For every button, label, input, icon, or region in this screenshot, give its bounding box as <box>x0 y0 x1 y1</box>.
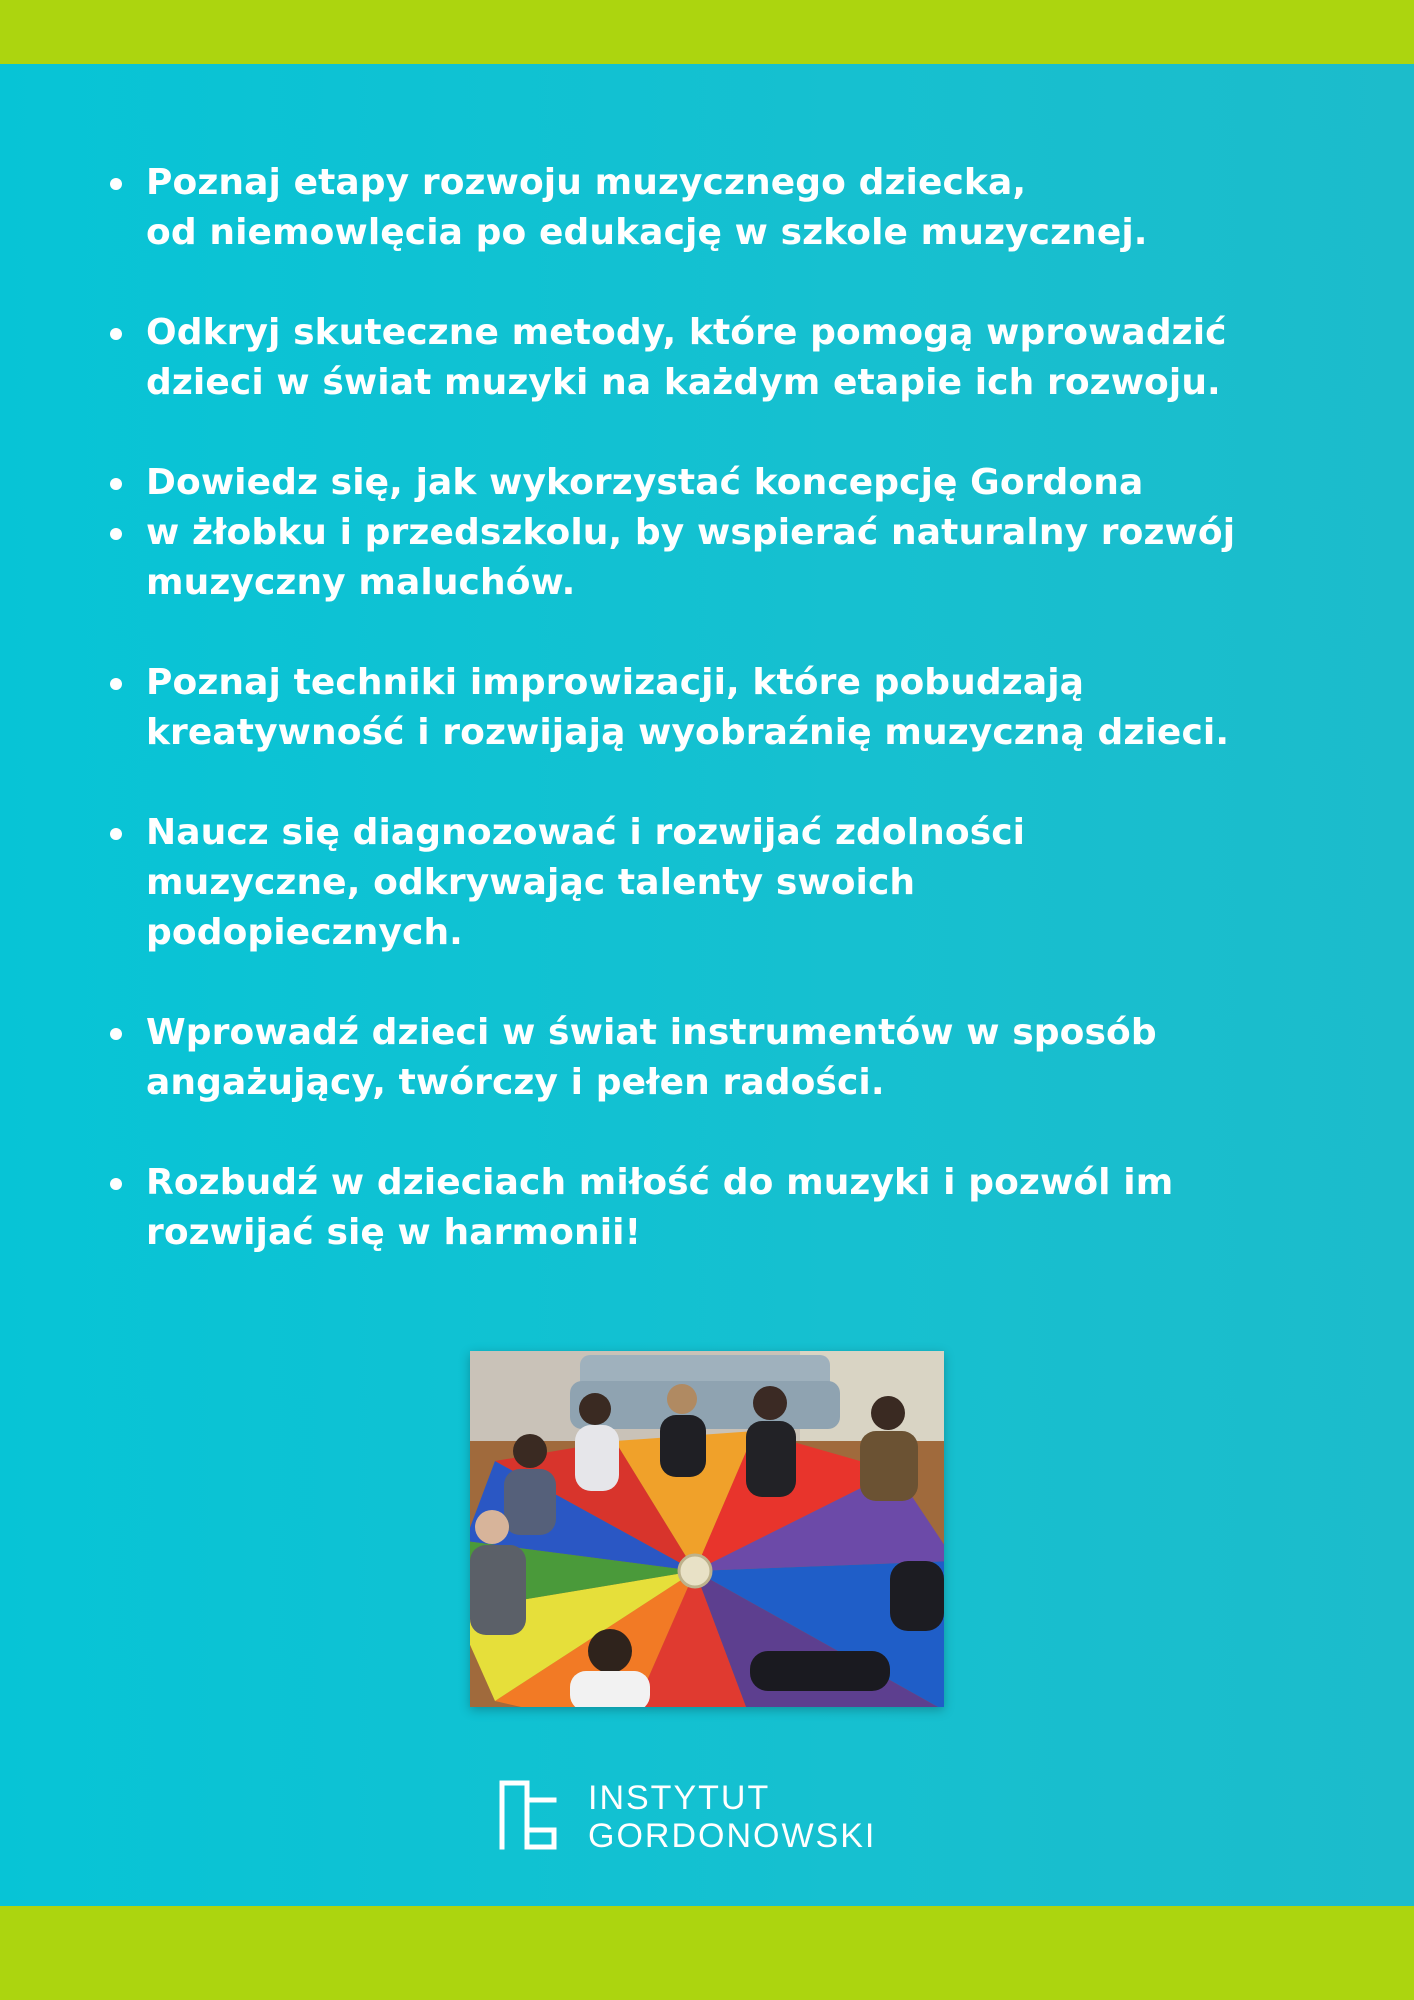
benefit-text-line <box>104 308 1404 358</box>
bullet-dot-icon <box>110 828 122 840</box>
benefit-text: Dowiedz się, jak wykorzystać koncepcję Gordona <box>146 462 1144 503</box>
benefit-item <box>104 1008 1404 1108</box>
benefit-text-line <box>104 808 1404 858</box>
benefit-item <box>104 308 1404 408</box>
bottom-accent-band <box>0 1906 1414 2000</box>
benefit-text-line <box>104 158 1404 208</box>
benefit-item <box>104 808 1404 958</box>
workshop-photo-illustration <box>470 1351 944 1707</box>
benefit-text: w żłobku i przedszkolu, by wspierać naturalny rozwój <box>146 512 1236 553</box>
benefit-item <box>104 158 1404 258</box>
benefit-text-line <box>104 1058 1404 1108</box>
benefit-text: Poznaj techniki improwizacji, które pobudzają <box>146 662 1085 703</box>
bullet-dot-icon <box>110 1028 122 1040</box>
benefit-text: angażujący, twórczy i pełen radości. <box>146 1062 885 1103</box>
benefit-text: od niemowlęcia po edukację w szkole muzycznej. <box>146 212 1148 253</box>
bullet-dot-icon <box>110 678 122 690</box>
benefit-text: muzyczny maluchów. <box>146 562 576 603</box>
benefit-text: Poznaj etapy rozwoju muzycznego dziecka, <box>146 162 1027 203</box>
bullet-dot-icon <box>110 1178 122 1190</box>
bullet-dot-icon <box>110 528 122 540</box>
logo-text-line1: INSTYTUT <box>588 1779 771 1817</box>
benefit-text: muzyczne, odkrywając talenty swoich <box>146 862 916 903</box>
logo-text-line2: GORDONOWSKI <box>588 1817 877 1855</box>
benefit-text-line <box>104 1008 1404 1058</box>
benefit-text: Wprowadź dzieci w świat instrumentów w sposób <box>146 1012 1157 1053</box>
benefit-text-line <box>104 208 1404 258</box>
benefit-text-line <box>104 458 1404 508</box>
benefit-text: podopiecznych. <box>146 912 463 953</box>
benefit-text-line <box>104 658 1404 708</box>
bullet-dot-icon <box>110 328 122 340</box>
benefit-text: rozwijać się w harmonii! <box>146 1212 642 1253</box>
benefit-text-line <box>104 1158 1404 1208</box>
bullet-dot-icon <box>110 178 122 190</box>
benefit-item <box>104 1158 1404 1258</box>
benefit-text-line <box>104 508 1404 558</box>
benefit-item <box>104 658 1404 758</box>
workshop-photo <box>470 1351 944 1707</box>
benefit-text: Naucz się diagnozować i rozwijać zdolności <box>146 812 1026 853</box>
benefits-list <box>104 158 1404 1308</box>
institute-logo-icon <box>499 1780 557 1850</box>
benefit-text: dzieci w świat muzyki na każdym etapie ich rozwoju. <box>146 362 1221 403</box>
benefit-text-line <box>104 908 1404 958</box>
benefit-text-line <box>104 708 1404 758</box>
benefit-text: kreatywność i rozwijają wyobraźnię muzyczną dzieci. <box>146 712 1230 753</box>
benefit-text-line <box>104 1208 1404 1258</box>
benefit-text-line <box>104 358 1404 408</box>
institute-logo <box>499 1780 939 1854</box>
benefit-text-line <box>104 558 1404 608</box>
benefit-text-line <box>104 858 1404 908</box>
top-accent-band <box>0 0 1414 64</box>
bullet-dot-icon <box>110 478 122 490</box>
benefit-text: Odkryj skuteczne metody, które pomogą wprowadzić <box>146 312 1227 353</box>
benefit-text: Rozbudź w dzieciach miłość do muzyki i pozwól im <box>146 1162 1174 1203</box>
benefit-item <box>104 458 1404 608</box>
